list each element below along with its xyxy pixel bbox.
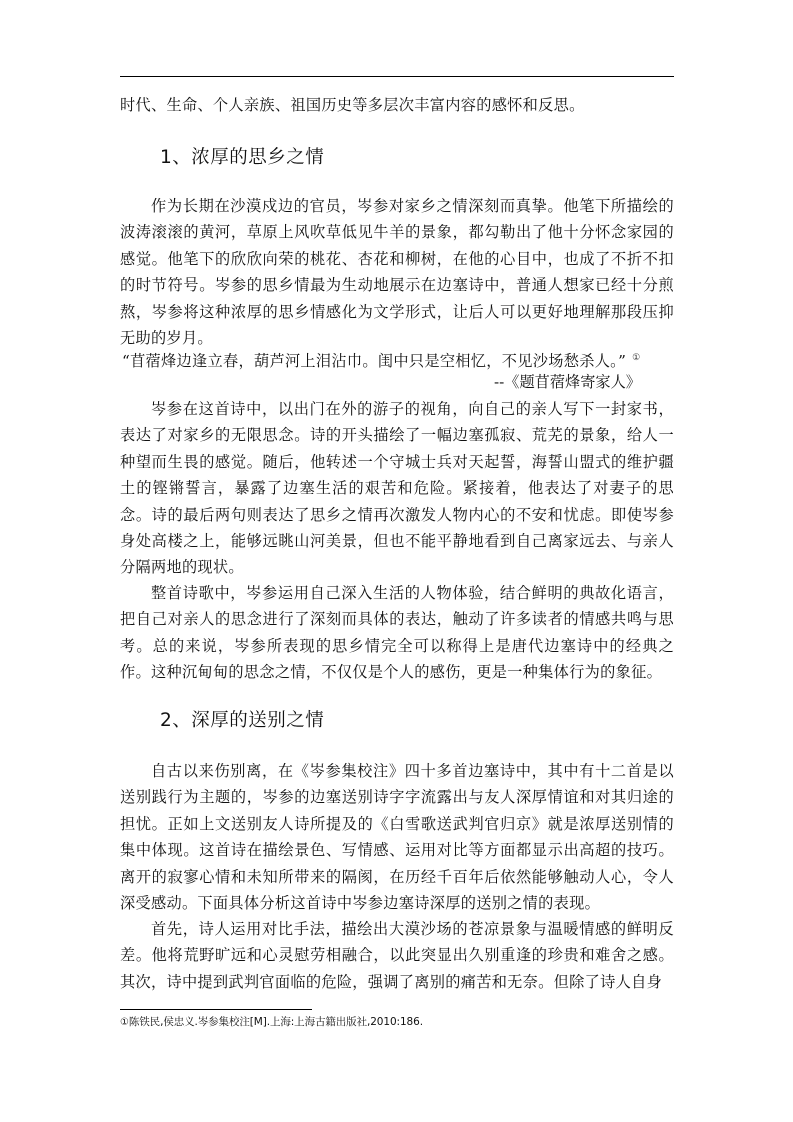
- footnote: [120, 1014, 423, 1031]
- footnote-text: 陈铁民,侯忠义.岑参集校注[M].上海:上海古籍出版社,2010:186.: [128, 1016, 423, 1028]
- footnote-reference[interactable]: ①: [632, 353, 641, 363]
- footnote-mark: ①: [120, 1017, 129, 1028]
- section2-paragraph-2: 首先，诗人运用对比手法，描绘出大漠沙场的苍凉景象与温暖情感的鲜明反差。他将荒野旷远和心灵慰劳相融合，以此突显出久别重逢的珍贵和难舍之感。其次，诗中提到武判官面临的危险，强调了离别的痛苦和无奈。但除了诗人自身: [120, 920, 674, 991]
- footnote-rule: [120, 1009, 312, 1010]
- continuation-line: 时代、生命、个人亲族、祖国历史等多层次丰富内容的感怀和反思。: [120, 96, 585, 114]
- section-heading-1: 1、浓厚的思乡之情: [160, 147, 325, 168]
- poem-quote: [122, 347, 682, 372]
- poem-text: “苜蓿烽边逢立春，葫芦河上泪沾巾。闺中只是空相忆，不见沙场愁杀人。”: [122, 352, 627, 371]
- section1-paragraph-1: 作为长期在沙漠戍边的官员，岑参对家乡之情深刻而真挚。他笔下所描绘的波涛滚滚的黄河，草原上风吹草低见牛羊的景象，都勾勒出了他十分怀念家园的感觉。他笔下的欣欣向荣的桃花、杏花和柳树，在他的心目中，也成了不折不扣的时节符号。岑参的思乡情最为生动地展示在边塞诗中，普通人想家已经十分煎熬，岑参将这种浓厚的思乡情感化为文学形式，让后人可以更好地理解那段压抑无助的岁月。: [120, 197, 674, 348]
- section1-paragraph-2: 岑参在这首诗中，以出门在外的游子的视角，向自己的亲人写下一封家书，表达了对家乡的无限思念。诗的开头描绘了一幅边塞孤寂、荒芜的景象，给人一种望而生畏的感觉。随后，他转述一个守城士兵对天起誓，海誓山盟式的维护疆土的铿锵誓言，暴露了边塞生活的艰苦和危险。紧接着，他表达了对妻子的思念。诗的最后两句则表达了思乡之情再次激发人物内心的不安和忧虑。即使岑参身处高楼之上，能够远眺山河美景，但也不能平静地看到自己离家远去、与亲人分隔两地的现状。: [120, 400, 674, 577]
- section-heading-2: 2、深厚的送别之情: [160, 710, 325, 731]
- poem-attribution: --《题苜蓿烽寄家人》: [494, 373, 641, 391]
- section1-paragraph-3: 整首诗歌中，岑参运用自己深入生活的人物体验，结合鲜明的典故化语言，把自己对亲人的思念进行了深刻而具体的表达，触动了许多读者的情感共鸣与思考。总的来说，岑参所表现的思乡情完全可以称得上是唐代边塞诗中的经典之作。这种沉甸甸的思念之情，不仅仅是个人的感伤，更是一种集体行为的象征。: [120, 584, 674, 682]
- header-rule: [120, 76, 674, 77]
- section2-paragraph-1: 自古以来伤别离，在《岑参集校注》四十多首边塞诗中，其中有十二首是以送别践行为主题的，岑参的边塞送别诗字字流露出与友人深厚情谊和对其归途的担忧。正如上文送别友人诗所提及的《白雪歌送武判官归京》就是浓厚送别情的集中体现。这首诗在描绘景色、写情感、运用对比等方面都显示出高超的技巧。离开的寂寥心情和未知所带来的隔阂，在历经千百年后依然能够触动人心，令人深受感动。下面具体分析这首诗中岑参边塞诗深厚的送别之情的表现。: [120, 762, 674, 913]
